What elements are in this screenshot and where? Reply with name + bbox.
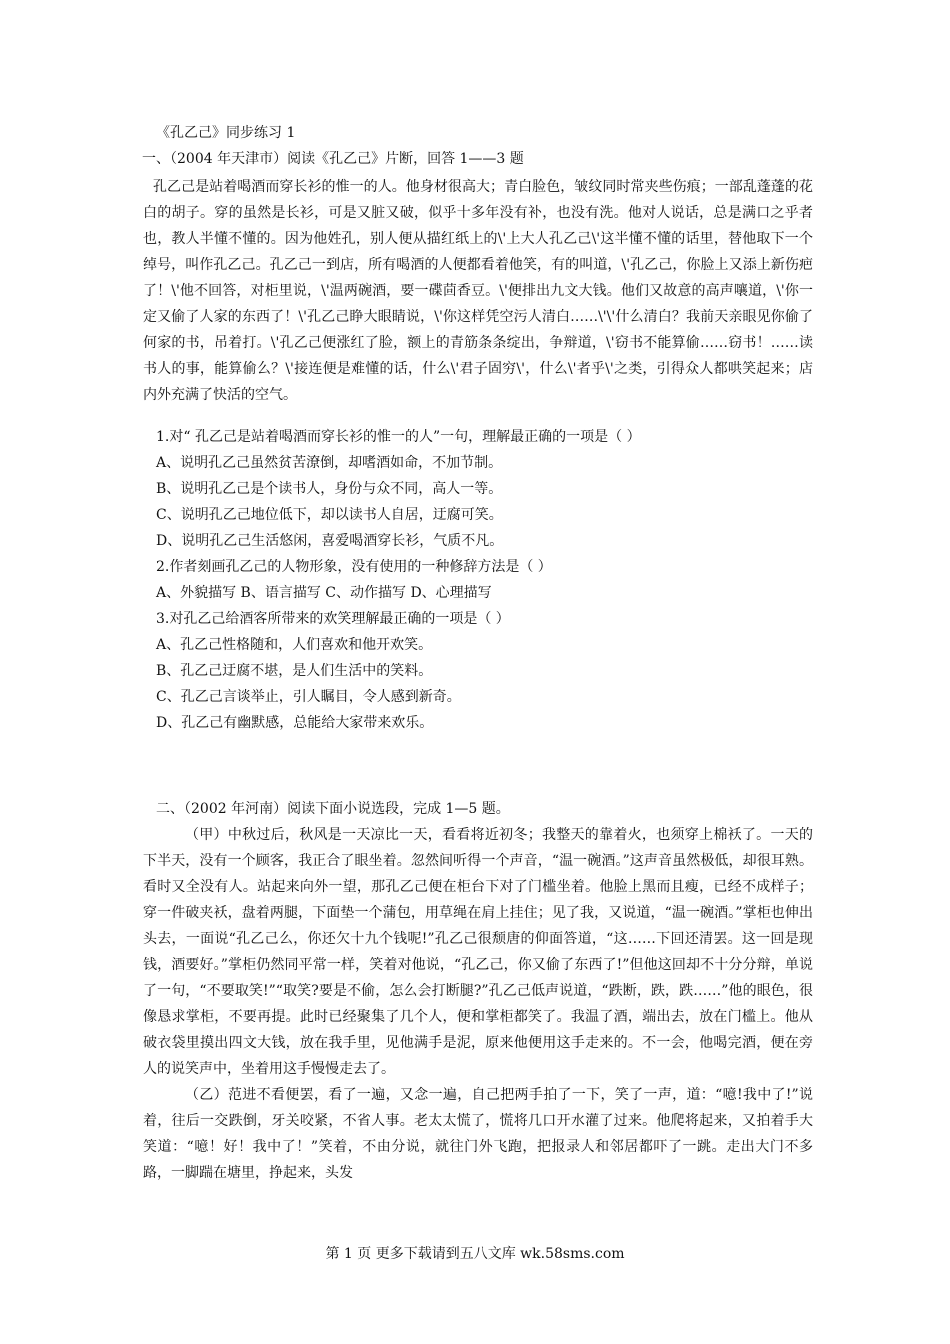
question-1-option-c: C、说明孔乙己地位低下，却以读书人自居，迂腐可笑。 [156, 507, 503, 523]
question-1-option-a: A、说明孔乙己虽然贫苦潦倒，却嗜酒如命，不加节制。 [156, 455, 503, 471]
question-list [156, 424, 816, 736]
section-1-passage: 孔乙己是站着喝酒而穿长衫的惟一的人。他身材很高大；青白脸色，皱纹同时常夹些伤痕；一部乱蓬蓬的花白的胡子。穿的虽然是长衫，可是又脏又破，似乎十多年没有补，也没有洗。他对人说话，总是满口之乎者也，教人半懂不懂的。因为他姓孔，别人便从描红纸上的\'上大人孔乙己\'这半懂不懂的话里，替他取下一个绰号，叫作孔乙己。孔乙己一到店，所有喝酒的人便都看着他笑，有的叫道，\'孔乙己，你脸上又添上新伤疤了！\'他不回答，对柜里说，\'温两碗酒，要一碟茴香豆。\'便排出九文大钱。他们又故意的高声嚷道，\'你一定又偷了人家的东西了！\'孔乙己睁大眼睛说，\'你这样凭空污人清白……\'\'什么清白？我前天亲眼见你偷了何家的书，吊着打。\'孔乙己便涨红了脸，额上的青筋条条绽出，争辩道，\'窃书不能算偷……窃书！……读书人的事，能算偷么？\'接连便是难懂的话，什么\'君子固穷\'，什么\'者乎\'之类，引得众人都哄笑起来；店内外充满了快活的空气。 [143, 179, 813, 403]
section-2-heading: 二、（2002 年河南）阅读下面小说选段，完成 1—5 题。 [156, 801, 510, 817]
section-1-heading: 一、（2004 年天津市）阅读《孔乙己》片断，回答 1——3 题 [142, 151, 524, 167]
question-3-option-c: C、孔乙己言谈举止，引人瞩目，令人感到新奇。 [156, 689, 461, 705]
section-2-passage [143, 822, 813, 1186]
question-3: 3.对孔乙己给酒客所带来的欢笑理解最正确的一项是（ ） [156, 611, 510, 627]
question-2: 2.作者刻画孔乙己的人物形象，没有使用的一种修辞方法是（ ） [156, 559, 552, 575]
question-1-option-d: D、说明孔乙己生活悠闲，喜爱喝酒穿长衫，气质不凡。 [156, 533, 504, 549]
page-footer: 第 1 页 更多下载请到五八文库 wk.58sms.com [325, 1246, 625, 1262]
question-3-option-a: A、孔乙己性格随和，人们喜欢和他开欢笑。 [156, 637, 433, 653]
question-1: 1.对“ 孔乙己是站着喝酒而穿长衫的惟一的人”一句，理解最正确的一项是（ ） [156, 429, 641, 445]
paragraph-yi: （乙）范进不看便罢，看了一遍，又念一遍，自己把两手拍了一下，笑了一声，道：“噫!我中了!”说着，往后一交跌倒，牙关咬紧，不省人事。老太太慌了，慌将几口开水灌了过来。他爬将起来，又拍着手大笑道：“噫！好！我中了！”笑着，不由分说，就往门外飞跑，把报录人和邻居都吓了一跳。走出大门不多路，一脚踹在塘里，挣起来，头发 [143, 1087, 813, 1181]
paragraph-jia: （甲）中秋过后，秋风是一天凉比一天，看看将近初冬；我整天的靠着火，也须穿上棉袄了。一天的下半天，没有一个顾客，我正合了眼坐着。忽然间听得一个声音，“温一碗酒。”这声音虽然极低，却很耳熟。看时又全没有人。站起来向外一望，那孔乙己便在柜台下对了门槛坐着。他脸上黑而且瘦，已经不成样子；穿一件破夹袄，盘着两腿，下面垫一个蒲包，用草绳在肩上挂住；见了我，又说道，“温一碗酒。”掌柜也伸出头去，一面说“孔乙己么，你还欠十九个钱呢!”孔乙己很颓唐的仰面答道，“这……下回还清罢。这一回是现钱，酒要好。”掌柜仍然同平常一样，笑着对他说，“孔乙己，你又偷了东西了!”但他这回却不十分分辩，单说了一句，“不要取笑!”“取笑?要是不偷，怎么会打断腿?”孔乙己低声说道，“跌断，跌，跌……”他的眼色，很像恳求掌柜，不要再提。此时已经聚集了几个人，便和掌柜都笑了。我温了酒，端出去，放在门槛上。他从破衣袋里摸出四文大钱，放在我手里，见他满手是泥，原来他便用这手走来的。不一会，他喝完酒，便在旁人的说笑声中，坐着用这手慢慢走去了。 [143, 827, 813, 1077]
question-3-option-b: B、孔乙己迂腐不堪，是人们生活中的笑料。 [156, 663, 433, 679]
question-3-option-d: D、孔乙己有幽默感，总能给大家带来欢乐。 [156, 715, 434, 731]
document-title: 《孔乙己》同步练习 1 [156, 125, 296, 141]
question-2-options: A、外貌描写 B、语言描写 C、动作描写 D、心理描写 [156, 585, 492, 601]
question-1-option-b: B、说明孔乙己是个读书人，身份与众不同，高人一等。 [156, 481, 503, 497]
